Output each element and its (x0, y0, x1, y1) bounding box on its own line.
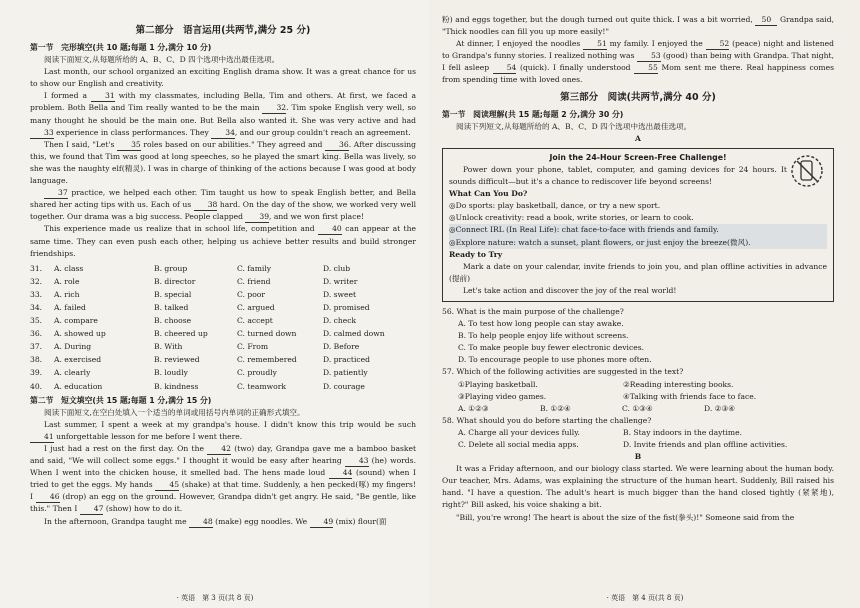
blank-35: 35 (117, 140, 141, 151)
section-cloze-title: 第一节 完形填空(共 10 题;每题 1 分,满分 10 分) (30, 43, 212, 52)
option: C. From (237, 342, 269, 352)
blank-41: 41 (30, 432, 54, 443)
option: B. loudly (154, 368, 188, 378)
text: experience in class performances. They (56, 127, 209, 137)
no-phone-icon (789, 153, 825, 189)
option: A. role (54, 276, 80, 286)
q57-item: ②Reading interesting books. (623, 379, 734, 389)
passage-b-label: B (634, 452, 642, 462)
challenge-intro: Power down your phone, tablet, computer, and gaming devices for 24 hours. It sounds difficult—but it's a chance to rediscover life beyond screens! (449, 164, 787, 187)
ready-title: Ready to Try (449, 249, 503, 259)
passage-a-label: A (635, 133, 641, 143)
option: A. During (54, 342, 92, 352)
cloze-paragraph (30, 223, 416, 259)
text: (two) day, Grandpa gave me a bamboo basket and said, "We will collect some eggs." I thought it would be easy after hearing (30, 444, 417, 466)
option: D. check (323, 316, 357, 326)
blank-31: 31 (91, 91, 115, 102)
option: D. patiently (323, 368, 368, 378)
q57-item: ④Talking with friends face to face. (623, 391, 757, 401)
activity-item: ◎Do sports: play basketball, dance, or try a new sport. (449, 201, 661, 211)
blank-44: 44 (329, 468, 353, 479)
option: B. group (154, 263, 188, 273)
text: 粉) and eggs together, but the dough turned out quite thick. I was a bit worried, (442, 15, 753, 24)
option: C. teamwork (237, 381, 286, 391)
option: A. Charge all your devices fully. (458, 427, 580, 437)
option: D. club (323, 263, 351, 273)
option-row (30, 340, 416, 353)
blank-51: 51 (583, 39, 607, 50)
text: roles based on our abilities." They agreed and (143, 139, 323, 149)
question-number: 32. (30, 276, 43, 286)
cloze-paragraph (30, 90, 416, 138)
text: Last summer, I spent a week at my grandpa's house. I didn't know this trip would be such (44, 419, 416, 429)
passage-b-paragraph: It was a Friday afternoon, and our biology class started. We were learning about the human body. Our teacher, Mrs. Adams, was explaining the structure of the human heart. Suddenly, Bill raised his hand. "I have a question. The adult's heart is much bigger than the hand closed tightly (紧紧地), right?" Bill asked, his voice shaking a bit. (442, 464, 834, 510)
blank-34: 34 (211, 128, 235, 139)
option: A. rich (54, 289, 80, 299)
passage-b-paragraph: "Bill, you're wrong! The heart is about the size of the fist(拳头)!" Someone said from the (456, 512, 795, 522)
option: C. remembered (237, 355, 297, 365)
option: C. turned down (237, 329, 297, 339)
reading-instruction: 阅读下列短文,从每题所给的 A、B、C、D 四个选项中选出最佳选项。 (456, 121, 692, 131)
option: B. To help people enjoy life without screens. (458, 331, 629, 341)
blank-45: 45 (155, 480, 179, 491)
option: C. accept (237, 316, 273, 326)
option-row (30, 262, 416, 275)
blank-54: 54 (493, 63, 517, 74)
text: I just had a rest on the first day. On the (44, 444, 204, 453)
question-number: 34. (30, 302, 43, 312)
blank-47: 47 (80, 504, 104, 515)
closing-line: Let's take action and discover the joy of the real world! (463, 285, 677, 295)
option: B. Stay indoors in the daytime. (623, 427, 743, 437)
option: D. ②③④ (704, 403, 736, 413)
fill-paragraph (30, 419, 416, 443)
fill-paragraph (30, 516, 416, 528)
part-three-title: 第三部分 阅读(共两节,满分 40 分) (560, 91, 716, 103)
option: C. friend (237, 276, 271, 286)
blank-52: 52 (706, 39, 730, 50)
q57-options-row (442, 403, 834, 415)
option-row (30, 301, 416, 314)
text: , and we won first place! (269, 212, 365, 222)
text: (quick). I finally understood (519, 63, 631, 73)
blank-42: 42 (207, 444, 231, 455)
text: practice, we helped each other. Tim taught us how to speak English better, and Bella shared her acting tips with us. Each of us (30, 188, 416, 210)
blank-40: 40 (318, 224, 342, 235)
blank-36: 36 (325, 140, 349, 151)
activity-item: ◎Connect IRL (In Real Life): chat face-to-face with friends and family. (449, 224, 827, 236)
text: Grandpa said, "Thick noodles can fill you up more easily!" (442, 15, 835, 37)
blank-55: 55 (634, 63, 658, 74)
option: B. choose (154, 316, 192, 326)
q58-options-row (442, 439, 834, 451)
text: , and our group couldn't reach an agreement. (234, 127, 411, 137)
text: (he) words. When I went into the chicken house, it smelled bad. The hens made loud (30, 456, 416, 478)
option: C. proudly (237, 368, 277, 378)
text: with my classmates, including Bella, Tim and others. At first, we faced a problem. Both Bella and Tim really wanted to be the main (30, 91, 416, 113)
option: B. cheered up (154, 329, 208, 339)
q57-item: ③Playing video games. (458, 391, 547, 401)
blank-49: 49 (310, 517, 334, 528)
text: my family. I enjoyed the (609, 39, 703, 49)
q57-items-row (442, 391, 834, 403)
blank-37: 37 (44, 188, 68, 199)
cloze-options (30, 262, 416, 393)
q57-items-row (442, 379, 834, 391)
text: In the afternoon, Grandpa taught me (44, 516, 187, 526)
option-row (30, 353, 416, 366)
fill-paragraph (30, 443, 416, 516)
option: A. exercised (54, 355, 102, 365)
text: Then I said, "Let's (44, 139, 115, 149)
option-row (30, 275, 416, 288)
option: A. class (54, 263, 84, 273)
option: D. Invite friends and plan offline activities. (623, 440, 788, 449)
text: (shake) at that time. Suddenly, a hen pecked(啄) my fingers! I (30, 480, 417, 502)
option: A. ①②③ (458, 403, 489, 413)
text: unforgettable lesson for me before I went there. (56, 431, 243, 441)
option: B. reviewed (154, 355, 200, 365)
option: C. poor (237, 289, 266, 299)
challenge-title: Join the 24-Hour Screen-Free Challenge! (549, 152, 727, 162)
page-footer: · 英语 第 4 页(共 8 页) (606, 593, 684, 602)
text: Mom sent me there. Real happiness comes from spending time with loved ones. (442, 63, 834, 85)
option: A. showed up (54, 329, 106, 339)
question-57: 57. Which of the following activities are suggested in the text? (442, 367, 684, 377)
option: B. director (154, 276, 196, 286)
option: C. argued (237, 302, 275, 312)
option: D. To encourage people to use phones more often. (458, 355, 652, 365)
text: (make) egg noodles. We (215, 516, 308, 526)
question-number: 37. (30, 342, 43, 352)
text: (sound) when I tried to get the eggs. My hands (30, 468, 417, 490)
blank-46: 46 (36, 492, 60, 503)
text: . After discussing this, we found that Tim was good at long speeches, so he played the smart king. Bella was lively, so she was the naughty elf(精灵). I was in charge of thinking of the actions because I was good at body language. (30, 139, 417, 186)
question-number: 39. (30, 368, 43, 378)
option: D. Before (323, 342, 360, 352)
question-number: 38. (30, 355, 43, 365)
option: D. practiced (323, 355, 371, 365)
cloze-paragraph (30, 187, 416, 223)
challenge-box (442, 148, 834, 302)
option: D. calmed down (323, 329, 385, 339)
cloze-instruction: 阅读下面短文,从每题所给的 A、B、C、D 四个选项中选出最佳选项。 (44, 55, 280, 65)
question-number: 31. (30, 263, 43, 273)
fill-instruction: 阅读下面短文,在空白处填入一个适当的单词或用括号内单词的正确形式填空。 (44, 407, 305, 417)
option: C. Delete all social media apps. (458, 440, 579, 449)
blank-32: 32 (262, 103, 286, 114)
option: D. promised (323, 302, 370, 312)
option: C. To make people buy fewer electronic devices. (458, 343, 645, 353)
q58-options-row (442, 427, 834, 439)
option: C. ①③④ (622, 403, 653, 413)
cloze-paragraph (30, 139, 416, 187)
option-row (30, 380, 416, 393)
blank-33: 33 (30, 128, 54, 139)
question-58: 58. What should you do before starting the challenge? (442, 415, 652, 425)
text: hard. On the day of the show, we worked very well together. Our drama was a big success. People clapped (30, 200, 417, 222)
cloze-paragraph: Last month, our school organized an exciting English drama show. It was a great chance for us to show our English and creativity. (30, 67, 416, 89)
activity-item: ◎Unlock creativity: read a book, write stories, or learn to cook. (449, 213, 694, 223)
section-reading-title: 第一节 阅读理解(共 15 题;每题 2 分,满分 30 分) (442, 109, 624, 119)
option: A. compare (54, 316, 98, 326)
question-number: 40. (30, 381, 43, 391)
blank-38: 38 (194, 200, 218, 211)
text: (mix) flour(面 (335, 516, 387, 526)
option: A. failed (54, 302, 86, 312)
option: B. special (154, 289, 192, 299)
text: This experience made us realize that in school life, competition and (44, 224, 315, 234)
text: I formed a (44, 91, 88, 101)
blank-50: 50 (755, 15, 777, 26)
blank-53: 53 (637, 51, 661, 62)
page-footer: · 英语 第 3 页(共 8 页) (176, 593, 254, 602)
option: B. With (154, 342, 183, 352)
activity-item: ◎Explore nature: watch a sunset, plant flowers, or just enjoy the breeze(微风). (449, 237, 827, 249)
blank-43: 43 (345, 456, 369, 467)
option-row (30, 366, 416, 379)
fill-paragraph (442, 38, 834, 86)
fill-paragraph (442, 14, 834, 38)
option: B. ①②④ (540, 403, 571, 413)
text: (good) than being with Grandpa. That night, I fell asleep (442, 51, 835, 73)
option: B. kindness (154, 381, 199, 391)
text: At dinner, I enjoyed the noodles (456, 39, 581, 49)
option: C. family (237, 263, 272, 273)
text: . Tim spoke English very well, so many thought he should be the main one. But Bella also wanted it. She was very active and had (30, 103, 416, 125)
text: (show) how to do it. (105, 504, 183, 514)
option-row (30, 288, 416, 301)
blank-39: 39 (245, 212, 269, 223)
question-number: 33. (30, 289, 43, 299)
q57-item: ①Playing basketball. (458, 379, 538, 389)
option-row (30, 327, 416, 340)
section-fill-title: 第二节 短文填空(共 15 题;每题 1 分,满分 15 分) (30, 395, 212, 405)
ready-text: Mark a date on your calendar, invite friends to join you, and plan offline activities in advance (提前) (449, 261, 827, 283)
option: B. talked (154, 302, 189, 312)
option: D. sweet (323, 289, 357, 299)
right-page (430, 0, 860, 608)
option: A. education (54, 381, 103, 391)
question-number: 35. (30, 316, 43, 326)
question-number: 36. (30, 329, 43, 339)
option-row (30, 314, 416, 327)
option: D. writer (323, 276, 358, 286)
option: A. clearly (54, 368, 91, 378)
text: (peace) night and listened to Grandpa's funny stories. I realized nothing was (442, 39, 834, 61)
can-do-title: What Can You Do? (449, 189, 528, 199)
text: can appear at the same time. They can even push each other, helping us achieve better results and build stronger friendships. (30, 224, 416, 258)
blank-48: 48 (189, 517, 213, 528)
question-56: 56. What is the main purpose of the challenge? (442, 306, 624, 316)
text: (drop) an egg on the ground. However, Grandpa didn't get angry. He said, "Be gentle, like this." Then I (30, 492, 417, 514)
part-two-title: 第二部分 语言运用(共两节,满分 25 分) (135, 25, 311, 36)
option: A. To test how long people can stay awake. (458, 319, 624, 329)
option: D. courage (323, 381, 365, 391)
